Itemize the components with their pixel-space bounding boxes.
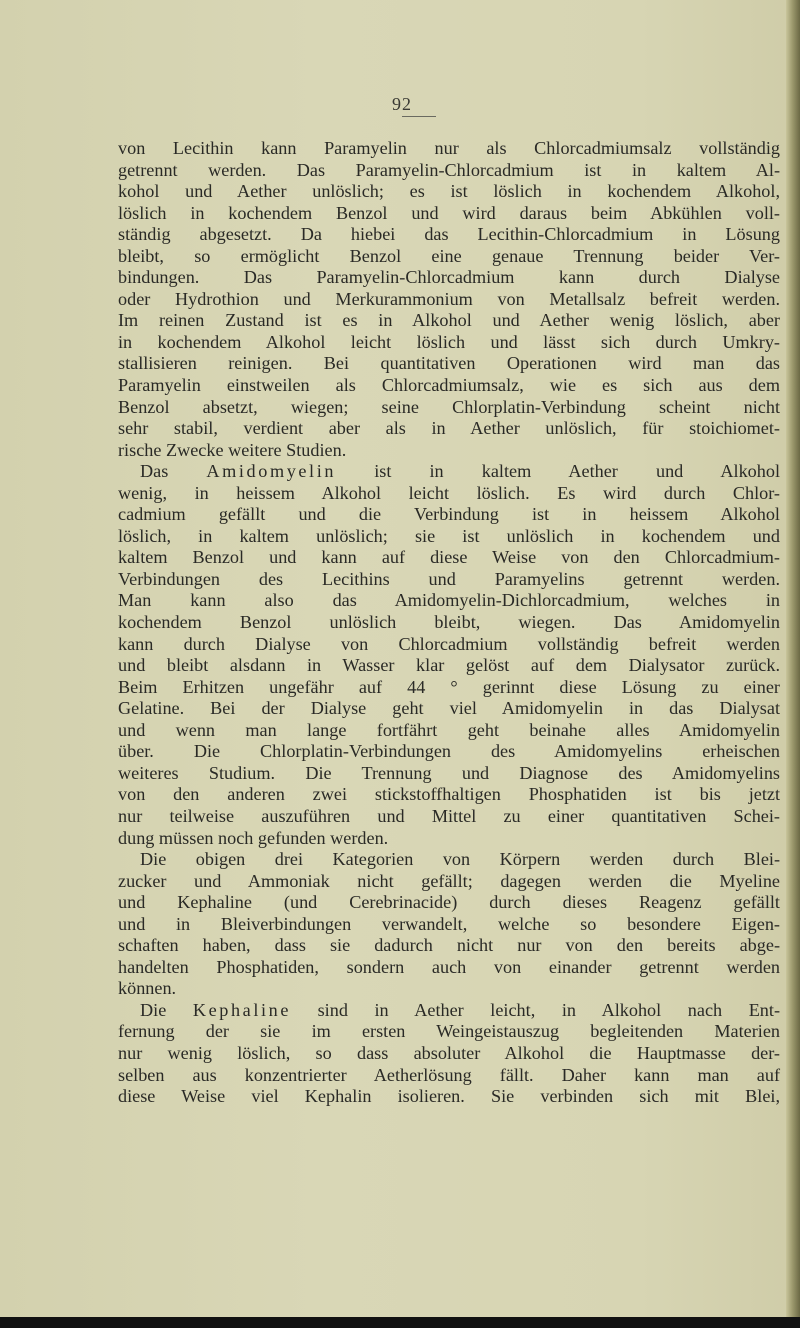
first-line-lead: Die xyxy=(140,999,167,1020)
text-line: können. xyxy=(118,978,177,999)
text-line: und bleibt alsdann in Wasser klar gelöst auf dem Dialysator zurück. xyxy=(118,655,780,676)
text-line: dung müssen noch gefunden werden. xyxy=(118,827,389,848)
text-line: kann durch Dialyse von Chlorcadmium vollständig befreit werden xyxy=(118,633,780,654)
text-line: Man kann also das Amidomyelin-Dichlorcadmium, welches in xyxy=(118,590,780,611)
text-line: Verbindungen des Lecithins und Paramyelins getrennt werden. xyxy=(118,568,780,589)
text-line: kochendem Benzol unlöslich bleibt, wiegen. Das Amidomyelin xyxy=(118,612,780,633)
text-line: schaften haben, dass sie dadurch nicht nur von den bereits abge- xyxy=(118,935,780,956)
text-line: über. Die Chlorplatin-Verbindungen des Amidomyelins erheischen xyxy=(118,741,780,762)
text-line: rische Zwecke weitere Studien. xyxy=(118,439,347,460)
term-kephaline: Kephaline xyxy=(192,999,291,1020)
text-line: nur teilweise auszuführen und Mittel zu einer quantitativen Schei- xyxy=(118,805,780,826)
page-number-rule xyxy=(402,116,436,117)
text-line: kohol und Aether unlöslich; es ist löslich in kochendem Alkohol, xyxy=(118,181,780,202)
paragraph-first-line: Die obigen drei Kategorien von Körpern werden durch Blei- xyxy=(140,849,780,870)
text-line: getrennt werden. Das Paramyelin-Chlorcadmium ist in kaltem Al- xyxy=(118,159,780,180)
first-line-rest: sind in Aether leicht, in Alkohol nach Ent- xyxy=(317,999,781,1020)
text-line: bleibt, so ermöglicht Benzol eine genaue Trennung beider Ver- xyxy=(118,245,780,266)
text-line: oder Hydrothion und Merkurammonium von Metallsalz befreit werden. xyxy=(118,288,780,309)
text-line: ständig abgesetzt. Da hiebei das Lecithin-Chlorcadmium in Lösung xyxy=(118,224,780,245)
text-line: diese Weise viel Kephalin isolieren. Sie verbinden sich mit Blei, xyxy=(118,1086,780,1107)
text-line: fernung der sie im ersten Weingeistauszug begleitenden Materien xyxy=(118,1021,780,1042)
body-text xyxy=(118,138,780,1108)
text-line: handelten Phosphatiden, sondern auch von einander getrennt werden xyxy=(118,956,780,977)
text-line: zucker und Ammoniak nicht gefällt; dagegen werden die Myeline xyxy=(118,870,780,891)
text-line: stallisieren reinigen. Bei quantitativen Operationen wird man das xyxy=(118,353,780,374)
text-line: Benzol absetzt, wiegen; seine Chlorplatin-Verbindung scheint nicht xyxy=(118,396,780,417)
term-amidomyelin: Amidomyelin xyxy=(206,461,337,482)
text-line: Paramyelin einstweilen als Chlorcadmiumsalz, wie es sich aus dem xyxy=(118,375,780,396)
text-line: cadmium gefällt und die Verbindung ist in heissem Alkohol xyxy=(118,504,780,525)
paragraph-first-line xyxy=(118,461,780,483)
text-line: nur wenig löslich, so dass absoluter Alkohol die Hauptmasse der- xyxy=(118,1042,780,1063)
text-line: wenig, in heissem Alkohol leicht löslich. Es wird durch Chlor- xyxy=(118,482,780,503)
label-das: Das xyxy=(140,461,207,482)
text-line: in kochendem Alkohol leicht löslich und lässt sich durch Umkry- xyxy=(118,331,780,352)
text-line: bindungen. Das Paramyelin-Chlorcadmium kann durch Dialyse xyxy=(118,267,780,288)
text-line: von den anderen zwei stickstoffhaltigen Phosphatiden ist bis jetzt xyxy=(118,784,780,805)
text-line: und Kephaline (und Cerebrinacide) durch dieses Reagenz gefällt xyxy=(118,892,780,913)
text-line: selben aus konzentrierter Aetherlösung fällt. Daher kann man auf xyxy=(118,1064,780,1085)
text-line: Beim Erhitzen ungefähr auf 44 ° gerinnt diese Lösung zu einer xyxy=(118,676,780,697)
text-line: von Lecithin kann Paramyelin nur als Chlorcadmiumsalz vollständig xyxy=(118,138,780,158)
text-line: kaltem Benzol und kann auf diese Weise von den Chlorcadmium- xyxy=(118,547,780,568)
paragraph-first-line xyxy=(118,1000,780,1022)
text-line: löslich in kochendem Benzol und wird daraus beim Abkühlen voll- xyxy=(118,202,780,223)
text-line: weiteres Studium. Die Trennung und Diagnose des Amidomyelins xyxy=(118,762,780,783)
first-line-rest: ist in kaltem Aether und Alkohol xyxy=(374,461,780,482)
text-line: löslich, in kaltem unlöslich; sie ist unlöslich in kochendem und xyxy=(118,525,780,546)
text-line: Im reinen Zustand ist es in Alkohol und Aether wenig löslich, aber xyxy=(118,310,780,331)
page-edge-shadow xyxy=(786,0,800,1328)
text-line: sehr stabil, verdient aber als in Aether unlöslich, für stoichiomet- xyxy=(118,418,780,439)
page-number: 92 xyxy=(392,94,412,114)
text-line: Gelatine. Bei der Dialyse geht viel Amidomyelin in das Dialysat xyxy=(118,698,780,719)
bottom-black-edge xyxy=(0,1317,800,1328)
text-line: und wenn man lange fortfährt geht beinahe alles Amidomyelin xyxy=(118,719,780,740)
text-line: und in Bleiverbindungen verwandelt, welche so besondere Eigen- xyxy=(118,913,780,934)
